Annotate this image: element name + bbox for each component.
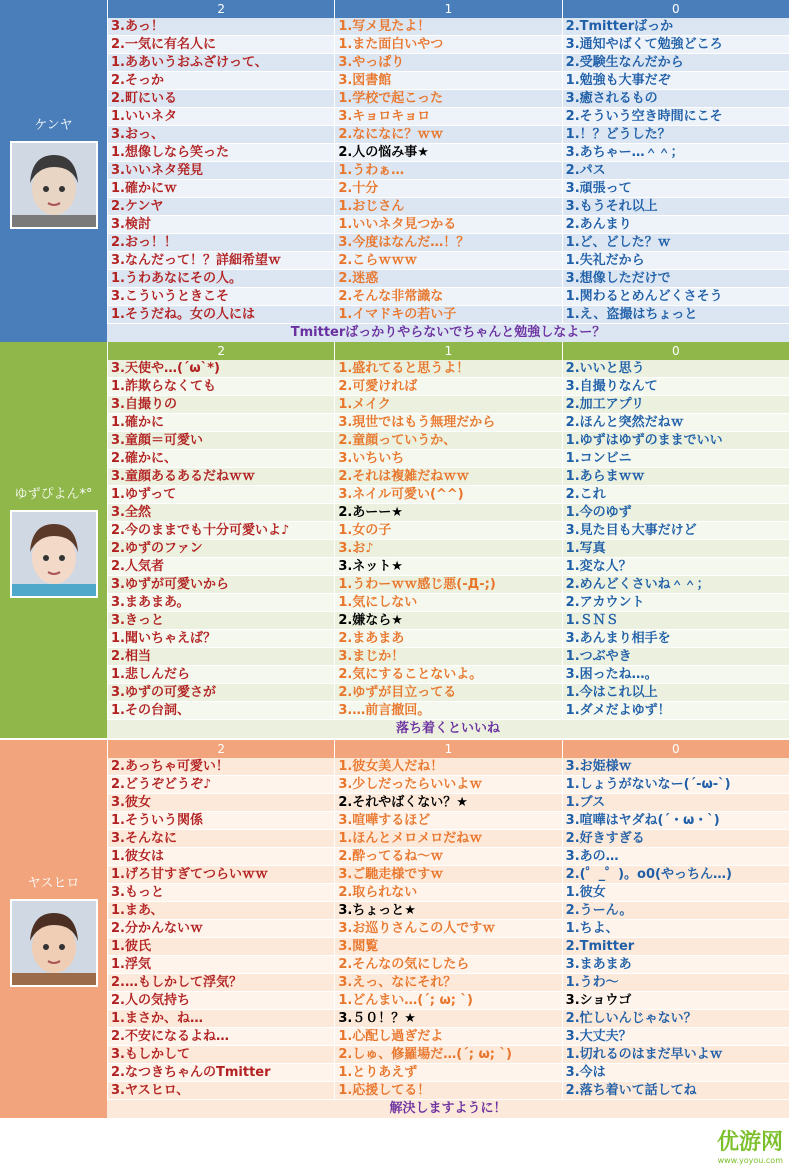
table-row (107, 18, 789, 36)
choice-cell: 2.しゅ、修羅場だ…(´; ω; `) (334, 1046, 561, 1063)
choice-cell: 1.いいネタ見つかる (334, 216, 561, 233)
table-row (107, 1046, 789, 1064)
table-row (107, 432, 789, 450)
table-row (107, 902, 789, 920)
choice-cell: 3.童顔あるあるだねｗｗ (107, 468, 334, 485)
table-row (107, 414, 789, 432)
column-header (107, 342, 789, 360)
choice-cell: 3.お巡りさんこの人ですｗ (334, 920, 561, 937)
choice-cell: 1.学校で起こった (334, 90, 561, 107)
choice-cell: 1.ほんとメロメロだねｗ (334, 830, 561, 847)
choice-cell: 2.可愛ければ (334, 378, 561, 395)
column-header-1: 1 (334, 342, 561, 360)
table-row (107, 144, 789, 162)
table-row (107, 306, 789, 324)
table-row (107, 594, 789, 612)
table-row (107, 956, 789, 974)
table-row (107, 974, 789, 992)
table-row (107, 920, 789, 938)
choice-cell: 1.まさか、ね… (107, 1010, 334, 1027)
table-row (107, 684, 789, 702)
choice-cell: 1.ゆずって (107, 486, 334, 503)
table-row (107, 54, 789, 72)
choice-cell: 2.好きすぎる (562, 830, 789, 847)
choice-cell: 1.応援してる！ (334, 1082, 561, 1099)
table-row (107, 866, 789, 884)
choice-cell: 2.受験生なんだから (562, 54, 789, 71)
choice-cell: 3.図書館 (334, 72, 561, 89)
table-row (107, 1010, 789, 1028)
choice-cell: 2.一気に有名人に (107, 36, 334, 53)
table-row (107, 36, 789, 54)
choice-cell: 1.盛れてると思うよ！ (334, 360, 561, 377)
choice-cell: 1.ゆずはゆずのままでいい (562, 432, 789, 449)
table-row (107, 666, 789, 684)
table-row (107, 504, 789, 522)
table-row (107, 72, 789, 90)
character-name: ケンヤ (34, 117, 73, 133)
table-row (107, 884, 789, 902)
choice-cell: 1.メイク (334, 396, 561, 413)
choice-cell: 1.おじさん (334, 198, 561, 215)
choice-cell: 2.酔ってるね～ｗ (334, 848, 561, 865)
choice-cell: 2.人気者 (107, 558, 334, 575)
choice-cell: 1.浮気 (107, 956, 334, 973)
choice-cell: 3.きっと (107, 612, 334, 629)
table-row (107, 812, 789, 830)
choice-cell: 2.今のままでも十分可愛いよ♪ (107, 522, 334, 539)
choice-rows (107, 758, 789, 1100)
watermark-sub: www.yoyou.com (717, 1156, 783, 1165)
column-header-0: 0 (562, 0, 789, 18)
choice-cell: 2.Tmitterばっか (562, 18, 789, 35)
choice-cell: 1.しょうがないなー(´-ω-`) (562, 776, 789, 793)
choice-cell: 1.うわぁ… (334, 162, 561, 179)
character-panel (0, 0, 107, 342)
choice-cell: 2.ゆずが目立ってる (334, 684, 561, 701)
choice-cell: 2.童顔っていうか、 (334, 432, 561, 449)
choice-cell: 3.見た目も大事だけど (562, 522, 789, 539)
choice-cell: 3.ネイル可愛い(^^) (334, 486, 561, 503)
choice-cell: 1.また面白いやつ (334, 36, 561, 53)
choice-cell: 3.そんなに (107, 830, 334, 847)
table-row (107, 1064, 789, 1082)
section-2 (0, 342, 789, 738)
choice-cell: 2.そういう空き時間にこそ (562, 108, 789, 125)
table-row (107, 612, 789, 630)
choice-cell: 2.町にいる (107, 90, 334, 107)
table-row (107, 90, 789, 108)
table-row (107, 288, 789, 306)
choice-cell: 2.うーん。 (562, 902, 789, 919)
column-header-2: 2 (107, 342, 334, 360)
choice-cell: 2.それやばくない？★ (334, 794, 561, 811)
choice-cell: 2.そっか (107, 72, 334, 89)
choice-cell: 3.まあまあ。 (107, 594, 334, 611)
choice-rows (107, 18, 789, 324)
choice-cell: 3.…前言撤回。 (334, 702, 561, 719)
choice-cell: 2.相当 (107, 648, 334, 665)
choice-cell: 3.ネット★ (334, 558, 561, 575)
choice-cell: 1.いいネタ (107, 108, 334, 125)
choice-cell: 3.キョロキョロ (334, 108, 561, 125)
choice-cell: 1.！？どうした？ (562, 126, 789, 143)
choice-cell: 1.うわーｗｗ感じ悪(-Д-;) (334, 576, 561, 593)
choice-cell: 2.あんまり (562, 216, 789, 233)
choice-cell: 3.こういうときこそ (107, 288, 334, 305)
table-row (107, 558, 789, 576)
choice-cell: 3.５０！？★ (334, 1010, 561, 1027)
choice-cell: 3.大丈夫？ (562, 1028, 789, 1045)
choice-cell: 3.もしかして (107, 1046, 334, 1063)
choice-cell: 1.確かにｗ (107, 180, 334, 197)
choice-cell: 2.忙しいんじゃない？ (562, 1010, 789, 1027)
table-row (107, 378, 789, 396)
choice-cell: 3.えっ、なにそれ？ (334, 974, 561, 991)
choice-cell: 3.頑張って (562, 180, 789, 197)
character-name: ヤスヒロ (27, 875, 80, 891)
table-row (107, 576, 789, 594)
column-header-1: 1 (334, 0, 561, 18)
choice-cell: 1.彼女美人だね！ (334, 758, 561, 775)
choice-cell: 1.今はこれ以上 (562, 684, 789, 701)
choice-cell: 3.なんだって！？詳細希望ｗ (107, 252, 334, 269)
choice-cell: 1.ＳＮＳ (562, 612, 789, 629)
choice-cell: 3.いちいち (334, 450, 561, 467)
choice-cell: 3.まじか！ (334, 648, 561, 665)
choice-cell: 1.悲しんだら (107, 666, 334, 683)
choice-cell: 2.加工アプリ (562, 396, 789, 413)
choice-cell: 1.写真 (562, 540, 789, 557)
choice-cell: 3.全然 (107, 504, 334, 521)
choice-cell: 1.とりあえず (334, 1064, 561, 1081)
choice-cell: 2.確かに、 (107, 450, 334, 467)
column-header-2: 2 (107, 0, 334, 18)
choice-cell: 1.その台詞、 (107, 702, 334, 719)
table-row (107, 758, 789, 776)
choice-cell: 1.失礼だから (562, 252, 789, 269)
choice-cell: 2.あっちゃ可愛い！ (107, 758, 334, 775)
character-avatar (10, 510, 98, 598)
column-header-1: 1 (334, 740, 561, 758)
watermark-main: 优游网 (716, 1130, 783, 1155)
choice-cell: 1.うわ～ (562, 974, 789, 991)
choice-cell: 2.嫌なら★ (334, 612, 561, 629)
table-row (107, 1028, 789, 1046)
choice-cell: 1.イマドキの若い子 (334, 306, 561, 323)
choice-cell: 1.気にしない (334, 594, 561, 611)
choice-cell: 2.めんどくさいね＾＾； (562, 576, 789, 593)
choice-cell: 2.それは複雑だねｗｗ (334, 468, 561, 485)
choice-cell: 3.喧嘩するほど (334, 812, 561, 829)
character-avatar (10, 141, 98, 229)
choice-cell: 2.まあまあ (334, 630, 561, 647)
choice-cell: 3.ショウゴ (562, 992, 789, 1009)
choice-cell: 2.そんな非常識な (334, 288, 561, 305)
choice-cell: 1.確かに (107, 414, 334, 431)
choice-cell: 3.困ったね…。 (562, 666, 789, 683)
section-footer-message: 解決しますように！ (107, 1100, 789, 1118)
choice-cell: 1.あらまｗｗ (562, 468, 789, 485)
column-header (107, 0, 789, 18)
choice-cell: 1.聞いちゃえば？ (107, 630, 334, 647)
table-row (107, 486, 789, 504)
choice-cell: 3.やっぱり (334, 54, 561, 71)
section-3 (0, 740, 789, 1118)
choice-cell: 2.…もしかして浮気？ (107, 974, 334, 991)
choice-cell: 2.迷惑 (334, 270, 561, 287)
choice-cell: 3.検討 (107, 216, 334, 233)
choice-cell: 3.通知やばくて勉強どころ (562, 36, 789, 53)
choice-cell: 1.ああいうおふざけって、 (107, 54, 334, 71)
choice-cell: 3.今は (562, 1064, 789, 1081)
table-row (107, 396, 789, 414)
choice-cell: 2.Tmitter (562, 938, 789, 955)
choice-cell: 1.そうだね。女の人には (107, 306, 334, 323)
choice-cell: 1.まあ、 (107, 902, 334, 919)
column-header-2: 2 (107, 740, 334, 758)
choice-cell: 2.パス (562, 162, 789, 179)
choice-cell: 2.人の気持ち (107, 992, 334, 1009)
choice-cell: 3.閲覧 (334, 938, 561, 955)
table-row (107, 216, 789, 234)
table-row (107, 198, 789, 216)
table-row (107, 648, 789, 666)
choice-cell: 3.天使や…(´ω`*) (107, 360, 334, 377)
table-row (107, 270, 789, 288)
choice-cell: 2.ゆずのファン (107, 540, 334, 557)
column-header-0: 0 (562, 740, 789, 758)
choice-cell: 3.おっ、 (107, 126, 334, 143)
choice-cell: 2.こらｗｗｗ (334, 252, 561, 269)
choice-cell: 2.いいと思う (562, 360, 789, 377)
choice-cell: 1.詐欺らなくても (107, 378, 334, 395)
table-row (107, 702, 789, 720)
choice-cell: 3.彼女 (107, 794, 334, 811)
character-panel (0, 740, 107, 1118)
choice-cell: 3.まあまあ (562, 956, 789, 973)
table-row (107, 540, 789, 558)
choice-cell: 3.あの… (562, 848, 789, 865)
choice-cell: 1.変な人？ (562, 558, 789, 575)
choice-cell: 3.ちょっと★ (334, 902, 561, 919)
character-name: ゆずぴよん*° (14, 486, 93, 502)
choice-cell: 3.現世ではもう無理だから (334, 414, 561, 431)
choice-cell: 3.少しだったらいいよｗ (334, 776, 561, 793)
choice-cell: 2.なつきちゃんのTmitter (107, 1064, 334, 1081)
column-header (107, 740, 789, 758)
table-row (107, 938, 789, 956)
table-row (107, 522, 789, 540)
choice-cell: 2.取られない (334, 884, 561, 901)
choice-cell: 1.彼女 (562, 884, 789, 901)
character-avatar (10, 899, 98, 987)
table-row (107, 162, 789, 180)
table-row (107, 450, 789, 468)
section-1 (0, 0, 789, 342)
choice-cell: 1.想像しなら笑った (107, 144, 334, 161)
choice-cell: 3.あんまり相手を (562, 630, 789, 647)
choice-cell: 2.人の悩み事★ (334, 144, 561, 161)
choice-cell: 1.ブス (562, 794, 789, 811)
table-row (107, 830, 789, 848)
table-row (107, 848, 789, 866)
choice-cell: 1.心配し過ぎだよ (334, 1028, 561, 1045)
choice-cell: 1.うわあなにその人。 (107, 270, 334, 287)
choice-cell: 1.そういう関係 (107, 812, 334, 829)
choice-cell: 3.自撮りなんて (562, 378, 789, 395)
table-row (107, 468, 789, 486)
choice-cell: 1.勉強も大事だぞ (562, 72, 789, 89)
choice-cell: 1.げろ甘すぎてつらいｗｗ (107, 866, 334, 883)
choice-cell: 1.彼女は (107, 848, 334, 865)
choice-cell: 3.あっ！ (107, 18, 334, 35)
table-row (107, 234, 789, 252)
watermark-logo (717, 1125, 783, 1165)
table-row (107, 360, 789, 378)
choice-cell: 1.女の子 (334, 522, 561, 539)
choice-cell: 1.ど、どした？ｗ (562, 234, 789, 251)
table-row (107, 1082, 789, 1100)
choice-cell: 3.あちゃー…＾＾； (562, 144, 789, 161)
choice-cell: 3.ヤスヒロ、 (107, 1082, 334, 1099)
choice-cell: 2.ケンヤ (107, 198, 334, 215)
table-row (107, 794, 789, 812)
choice-cell: 1.ダメだよゆず！ (562, 702, 789, 719)
column-header-0: 0 (562, 342, 789, 360)
choice-cell: 2.おっ！！ (107, 234, 334, 251)
choice-cell: 2.分かんないｗ (107, 920, 334, 937)
choice-cell: 3.ゆずが可愛いから (107, 576, 334, 593)
choice-cell: 2.不安になるよね… (107, 1028, 334, 1045)
choice-cell: 1.ちよ、 (562, 920, 789, 937)
choice-cell: 3.もうそれ以上 (562, 198, 789, 215)
choice-cell: 1.関わるとめんどくさそう (562, 288, 789, 305)
choice-cell: 1.どんまい…(´; ω; `) (334, 992, 561, 1009)
choice-cell: 3.いいネタ発見 (107, 162, 334, 179)
choice-cell: 2.落ち着いて話してね (562, 1082, 789, 1099)
choice-cell: 3.自撮りの (107, 396, 334, 413)
choice-cell: 2.(゜_゜)。o0(やっちん…) (562, 866, 789, 883)
choice-cell: 2.これ (562, 486, 789, 503)
choice-rows (107, 360, 789, 720)
choice-cell: 2.どうぞどうぞ♪ (107, 776, 334, 793)
choice-cell: 3.想像しただけで (562, 270, 789, 287)
choice-cell: 2.アカウント (562, 594, 789, 611)
choice-cell: 3.童顔＝可愛い (107, 432, 334, 449)
table-row (107, 252, 789, 270)
section-footer-message: Tmitterばっかりやらないでちゃんと勉強しなよー？ (107, 324, 789, 342)
choice-cell: 1.切れるのはまだ早いよｗ (562, 1046, 789, 1063)
table-row (107, 776, 789, 794)
choice-cell: 2.あーー★ (334, 504, 561, 521)
choice-cell: 3.ご馳走様ですｗ (334, 866, 561, 883)
table-row (107, 126, 789, 144)
choice-cell: 1.コンビニ (562, 450, 789, 467)
choice-cell: 3.癒されるもの (562, 90, 789, 107)
table-row (107, 630, 789, 648)
choice-cell: 1.彼氏 (107, 938, 334, 955)
choice-cell: 3.喧嘩はヤダね(´・ω・`) (562, 812, 789, 829)
table-row (107, 180, 789, 198)
choice-cell: 3.お姫様ｗ (562, 758, 789, 775)
choice-cell: 2.ほんと突然だねｗ (562, 414, 789, 431)
table-row (107, 108, 789, 126)
choice-cell: 2.なになに？ｗｗ (334, 126, 561, 143)
choice-cell: 2.気にすることないよ。 (334, 666, 561, 683)
choice-cell: 1.え、盗撮はちょっと (562, 306, 789, 323)
choice-cell: 1.写メ見たよ！ (334, 18, 561, 35)
choice-cell: 3.お♪ (334, 540, 561, 557)
choice-cell: 3.今度はなんだ…！？ (334, 234, 561, 251)
choice-cell: 2.そんなの気にしたら (334, 956, 561, 973)
choice-cell: 3.もっと (107, 884, 334, 901)
section-footer-message: 落ち着くといいね (107, 720, 789, 738)
choice-cell: 3.ゆずの可愛さが (107, 684, 334, 701)
choice-cell: 1.今のゆず (562, 504, 789, 521)
character-panel (0, 342, 107, 738)
choice-cell: 2.十分 (334, 180, 561, 197)
table-row (107, 992, 789, 1010)
choice-cell: 1.つぶやき (562, 648, 789, 665)
